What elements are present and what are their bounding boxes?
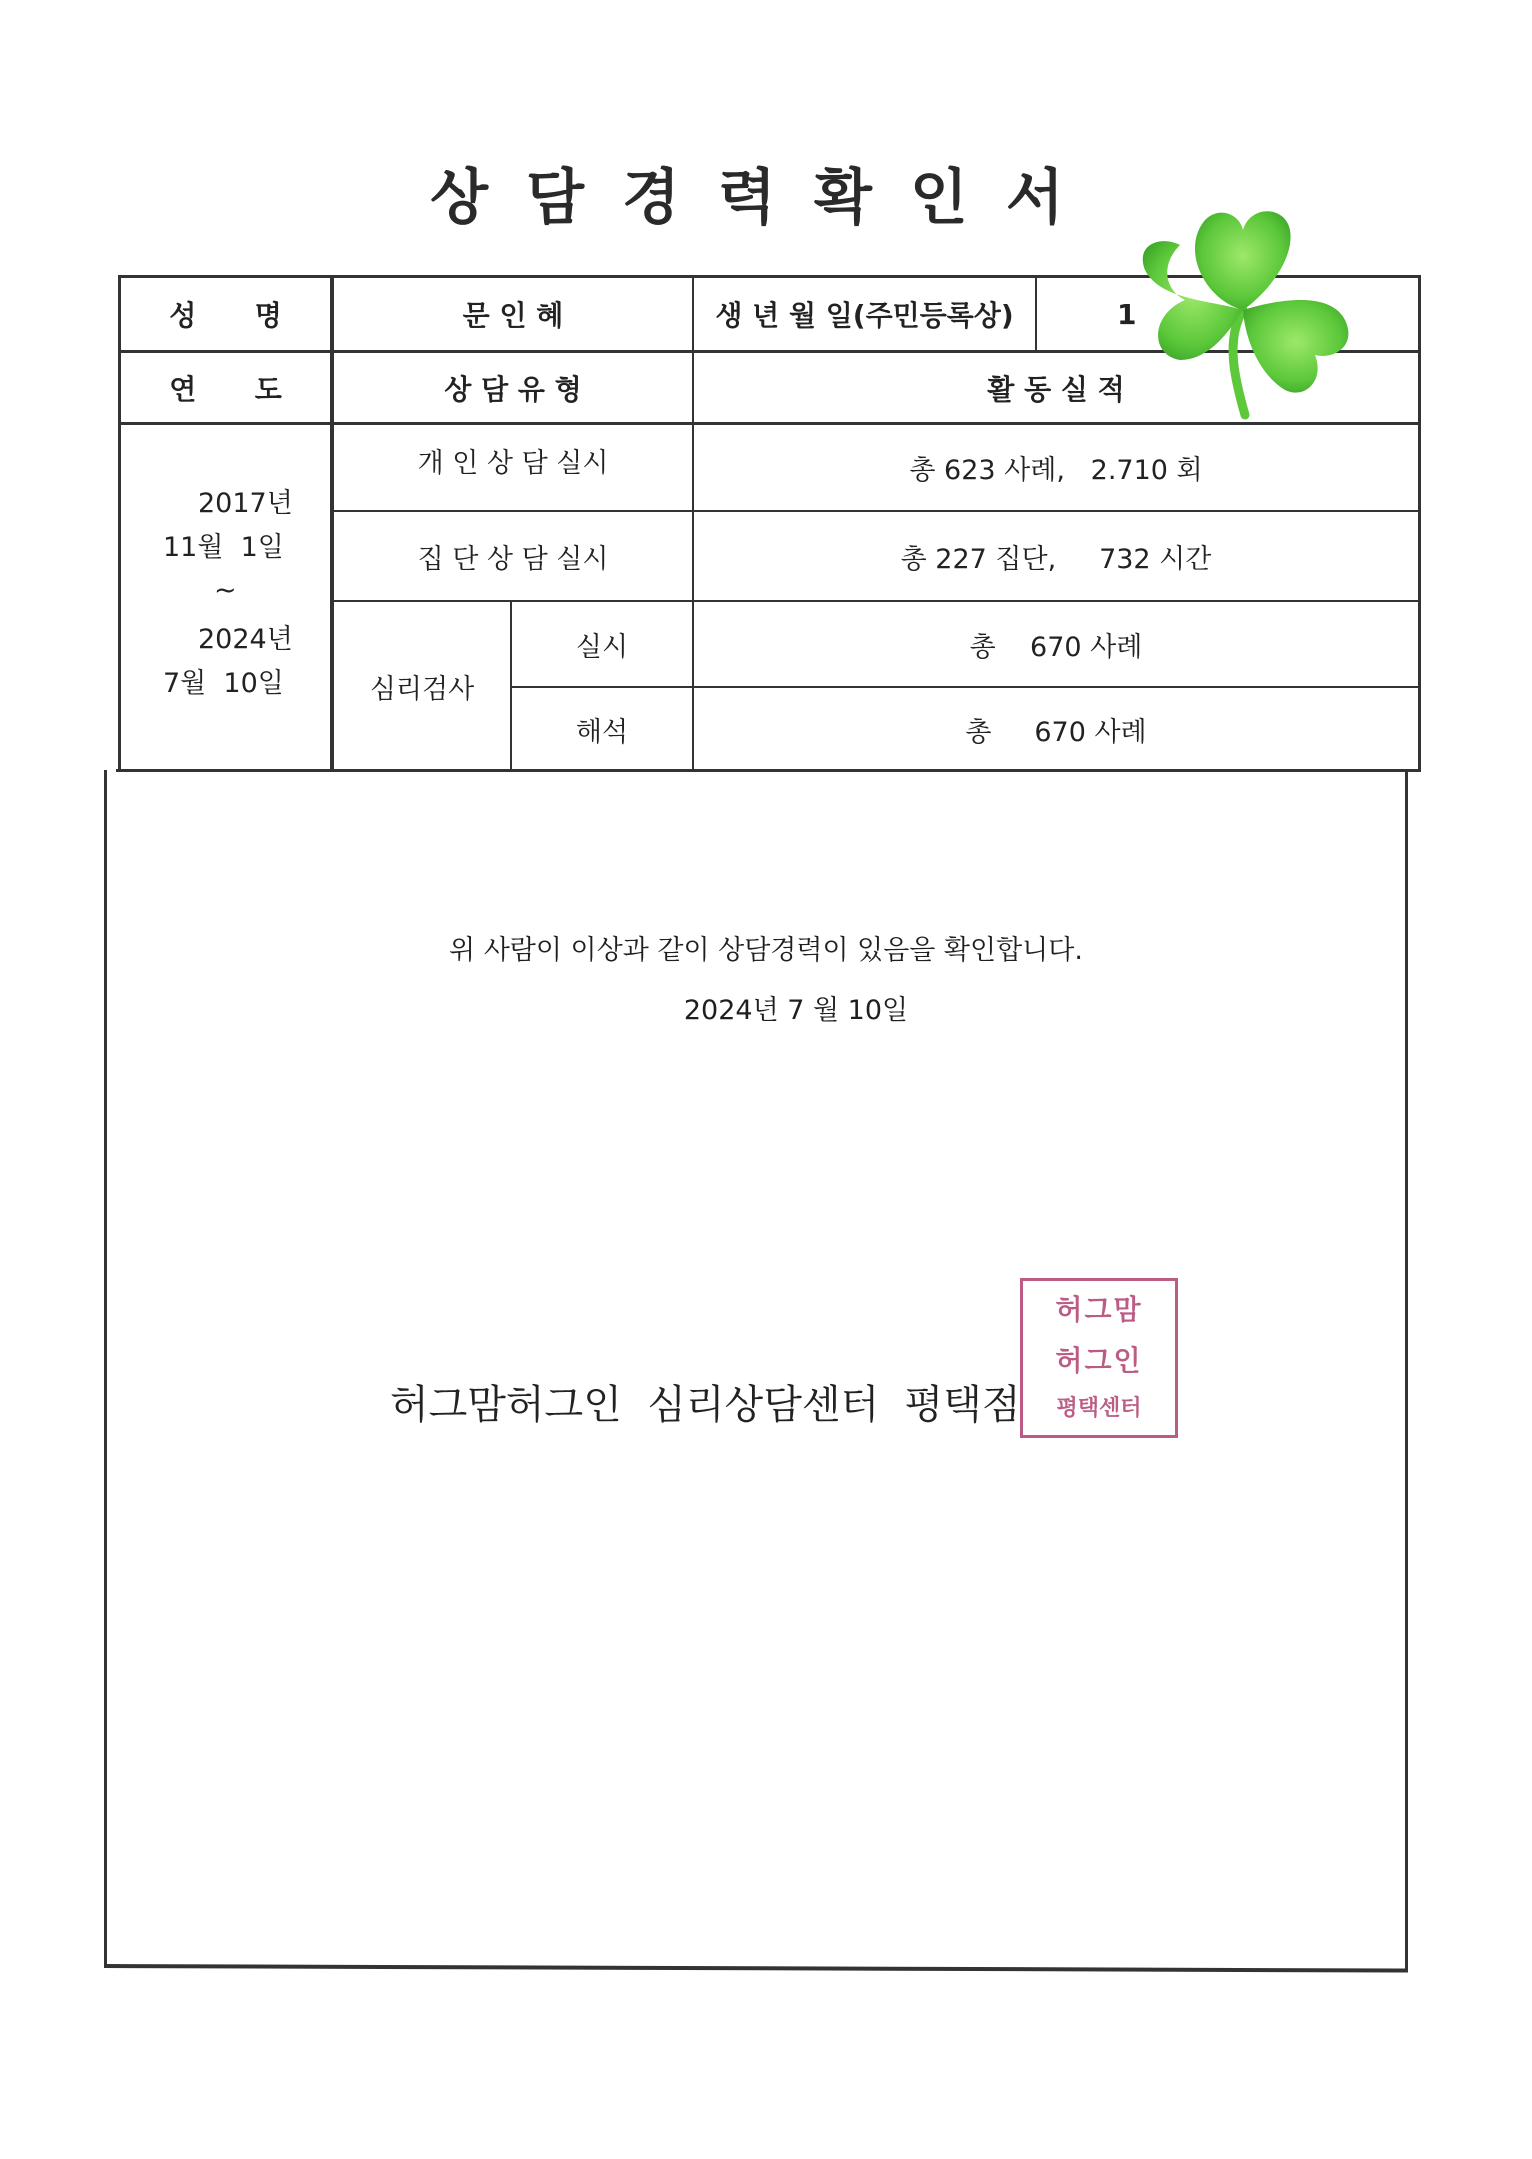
confirmation-text: 위 사람이 이상과 같이 상담경력이 있음을 확인합니다. <box>449 935 1083 966</box>
period-end-date: 7월 10일 <box>163 668 284 699</box>
period-end-year: 2024년 <box>198 624 293 655</box>
psych-test-interpret-result: 총 670 사례 <box>965 716 1147 748</box>
psych-test-administer-result: 총 670 사례 <box>969 631 1143 663</box>
psych-test-administer-type: 실시 <box>575 631 629 663</box>
psych-test-interpret-type: 해석 <box>575 716 629 748</box>
counseling-type-label: 상 담 유 형 <box>444 372 582 406</box>
period-tilde: ~ <box>214 575 237 606</box>
name-label: 성 명 <box>169 299 282 332</box>
seal-line: 허그인 <box>1055 1343 1143 1377</box>
period-start-year: 2017년 <box>198 488 293 519</box>
period-label: 연 도 <box>169 372 282 406</box>
official-seal <box>1020 1278 1178 1438</box>
seal-line: 평택센터 <box>1056 1395 1142 1421</box>
individual-counseling-type: 개 인 상 담 실시 <box>417 448 609 479</box>
clover-icon <box>1125 190 1365 420</box>
period-start-date: 11월 1일 <box>163 532 284 563</box>
individual-counseling-result: 총 623 사례, 2.710 회 <box>909 455 1203 486</box>
group-counseling-result: 총 227 집단, 732 시간 <box>900 543 1212 575</box>
activity-result-label: 활 동 실 적 <box>987 372 1125 406</box>
group-counseling-type: 집 단 상 담 실시 <box>417 543 609 575</box>
birthdate-label: 생 년 월 일(주민등록상) <box>715 299 1014 332</box>
table-line <box>104 1964 1408 1973</box>
table-line <box>1418 275 1421 772</box>
issue-date: 2024년 7 월 10일 <box>683 995 909 1026</box>
organization-name: 허그맘허그인 심리상담센터 평택점 <box>390 1382 1021 1428</box>
name-value: 문 인 혜 <box>462 299 564 332</box>
birthdate-value: 1 <box>1117 297 1137 331</box>
psych-test-label: 심리검사 <box>369 673 475 705</box>
seal-line: 허그맘 <box>1055 1293 1143 1327</box>
page-title: 상담경력확인서 <box>430 163 1102 233</box>
